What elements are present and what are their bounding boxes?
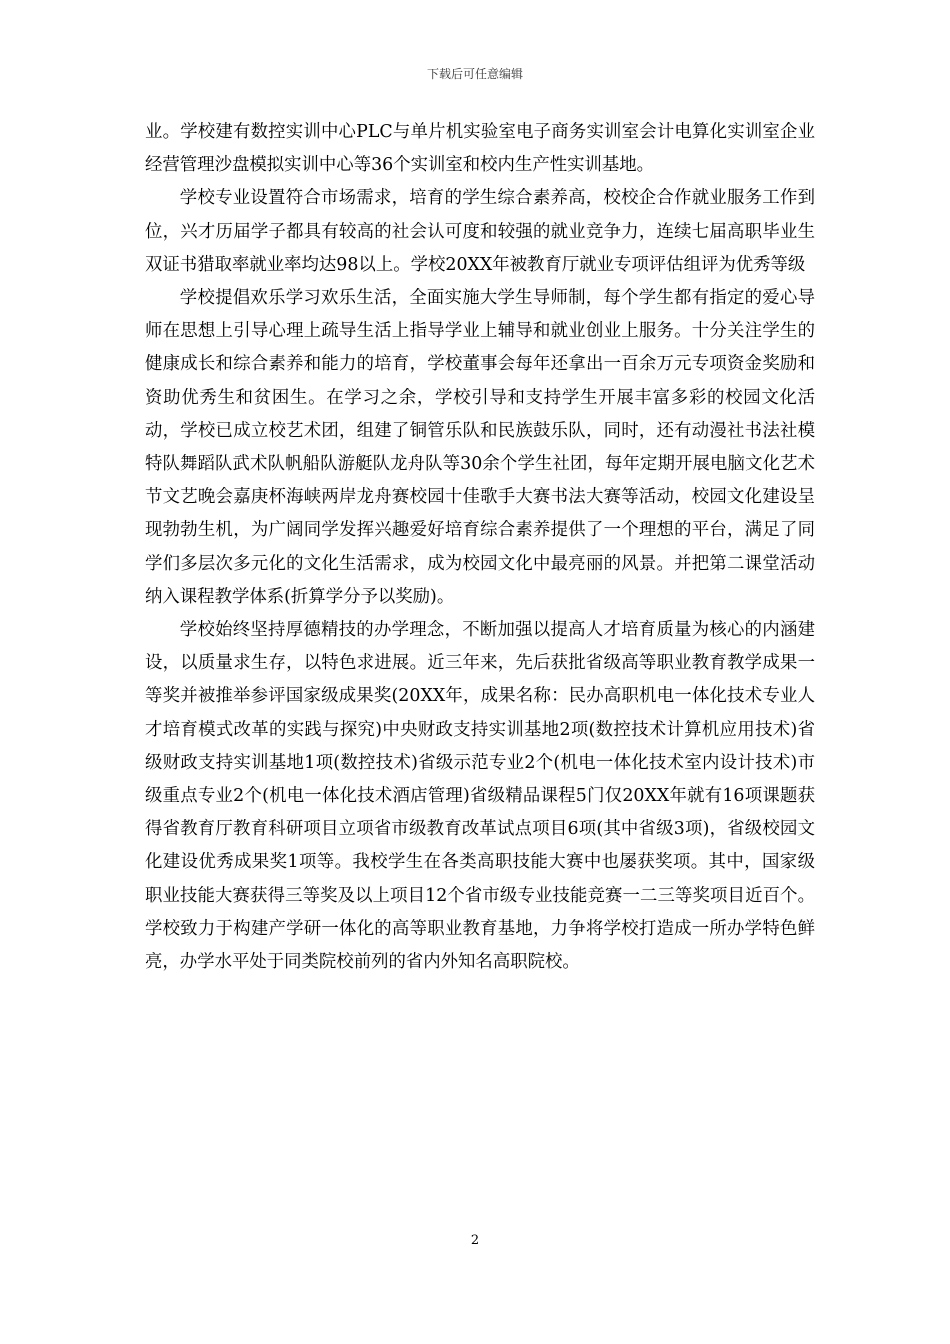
paragraph-4: 学校始终坚持厚德精技的办学理念，不断加强以提高人才培育质量为核心的内涵建设，以质量求生存，以特色求进展。近三年来，先后获批省级高等职业教育教学成果一等奖并被推举参评国家级成果奖(20XX年，成果名称：民办高职机电一体化技术专业人才培育模式改革的实践与探究)中央财政支持实训基地2项(数控技术计算机应用技术)省级财政支持实训基地1项(数控技术)省级示范专业2个(机电一体化技术室内设计技术)市级重点专业2个(机电一体化技术酒店管理)省级精品课程5门仅20XX年就有16项课题获得省教育厅教育科研项目立项省市级教育改革试点项目6项(其中省级3项)，省级校园文化建设优秀成果奖1项等。我校学生在各类高职技能大赛中也屡获奖项。其中，国家级职业技能大赛获得三等奖及以上项目12个省市级专业技能竞赛一二三等奖项目近百个。学校致力于构建产学研一体化的高等职业教育基地，力争将学校打造成一所办学特色鲜亮，办学水平处于同类院校前列的省内外知名高职院校。 — [145, 620, 815, 973]
paragraph-3: 学校提倡欢乐学习欢乐生活，全面实施大学生导师制，每个学生都有指定的爱心导师在思想上引导心理上疏导生活上指导学业上辅导和就业创业上服务。十分关注学生的健康成长和综合素养和能力的培育，学校董事会每年还拿出一百余万元专项资金奖励和资助优秀生和贫困生。在学习之余，学校引导和支持学生开展丰富多彩的校园文化活动，学校已成立校艺术团，组建了铜管乐队和民族鼓乐队，同时，还有动漫社书法社模特队舞蹈队武术队帆船队游艇队龙舟队等30余个学生社团，每年定期开展电脑文化艺术节文艺晚会嘉庚杯海峡两岸龙舟赛校园十佳歌手大赛书法大赛等活动，校园文化建设呈现勃勃生机，为广阔同学发挥兴趣爱好培育综合素养提供了一个理想的平台，满足了同学们多层次多元化的文化生活需求，成为校园文化中最亮丽的风景。并把第二课堂活动纳入课程教学体系(折算学分予以奖励)。 — [145, 288, 815, 607]
page-header: 下载后可任意编辑 — [426, 67, 523, 81]
page-number: 2 — [470, 1233, 480, 1248]
paragraph-1: 业。学校建有数控实训中心PLC与单片机实验室电子商务实训室会计电算化实训室企业经营管理沙盘模拟实训中心等36个实训室和校内生产性实训基地。 — [145, 122, 815, 176]
document-body — [145, 116, 815, 979]
paragraph-2: 学校专业设置符合市场需求，培育的学生综合素养高，校校企合作就业服务工作到位，兴才历届学子都具有较高的社会认可度和较强的就业竞争力，连续七届高职毕业生双证书猎取率就业率均达98以上。学校20XX年被教育厅就业专项评估组评为优秀等级 — [145, 188, 815, 275]
